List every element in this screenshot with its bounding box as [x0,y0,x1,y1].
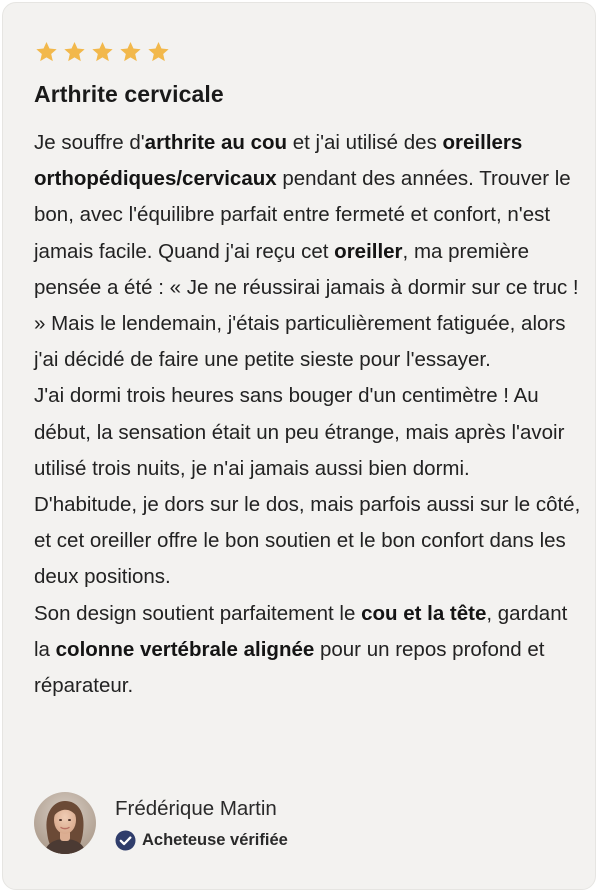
reviewer-info [34,792,574,856]
reviewer-name: Frédérique Martin [115,797,277,820]
review-text: , gardant la [34,601,568,661]
star-icon [35,41,58,63]
star-icon [147,41,170,63]
review-paragraph [34,378,584,487]
review-text-bold: oreillers orthopédiques/cervicaux [34,131,523,191]
review-paragraph [34,487,584,596]
review-text: , ma première pensée a été : « Je ne réussirai jamais à dormir sur ce truc ! » Mais le lendemain, j'étais particulièrement fatiguée, alors j'ai décidé de faire une petite sieste pour l'essayer. [34,239,579,372]
review-text: et j'ai utilisé des [287,131,443,154]
review-text-bold: colonne vertébrale alignée [55,637,315,661]
review-text: Son design soutient parfaitement le [34,601,362,625]
review-text-bold: oreiller [334,239,403,263]
check-badge-icon [115,830,136,851]
star-icon [63,41,86,63]
review-card [2,2,596,890]
review-text-bold: arthrite au cou [144,131,288,154]
review-text: pendant des années. Trouver le bon, avec l'équilibre parfait entre fermeté et confort, n'est jamais facile. Quand j'ai reçu cet [34,167,571,263]
review-text-bold: cou et la tête [361,601,487,625]
review-title: Arthrite cervicale [34,81,224,107]
star-icon [91,41,114,63]
review-text: Je souffre d' [34,131,145,154]
review-text: D'habitude, je dors sur le dos, mais parfois aussi sur le côté, et cet oreiller offre le bon soutien et le bon confort dans les deux positions. [34,493,581,589]
review-body [34,125,584,704]
avatar [34,792,96,854]
review-paragraph [34,596,584,705]
verified-buyer-badge [115,830,288,851]
star-icon [119,41,142,63]
review-text: pour un repos profond et réparateur. [34,637,545,698]
star-rating [35,41,170,63]
verified-label: Acheteuse vérifiée [142,831,288,849]
review-paragraph [34,125,584,378]
review-text: J'ai dormi trois heures sans bouger d'un centimètre ! Au début, la sensation était un peu étrange, mais après l'avoir utilisé trois nuits, je n'ai jamais aussi bien dormi. [34,384,565,480]
